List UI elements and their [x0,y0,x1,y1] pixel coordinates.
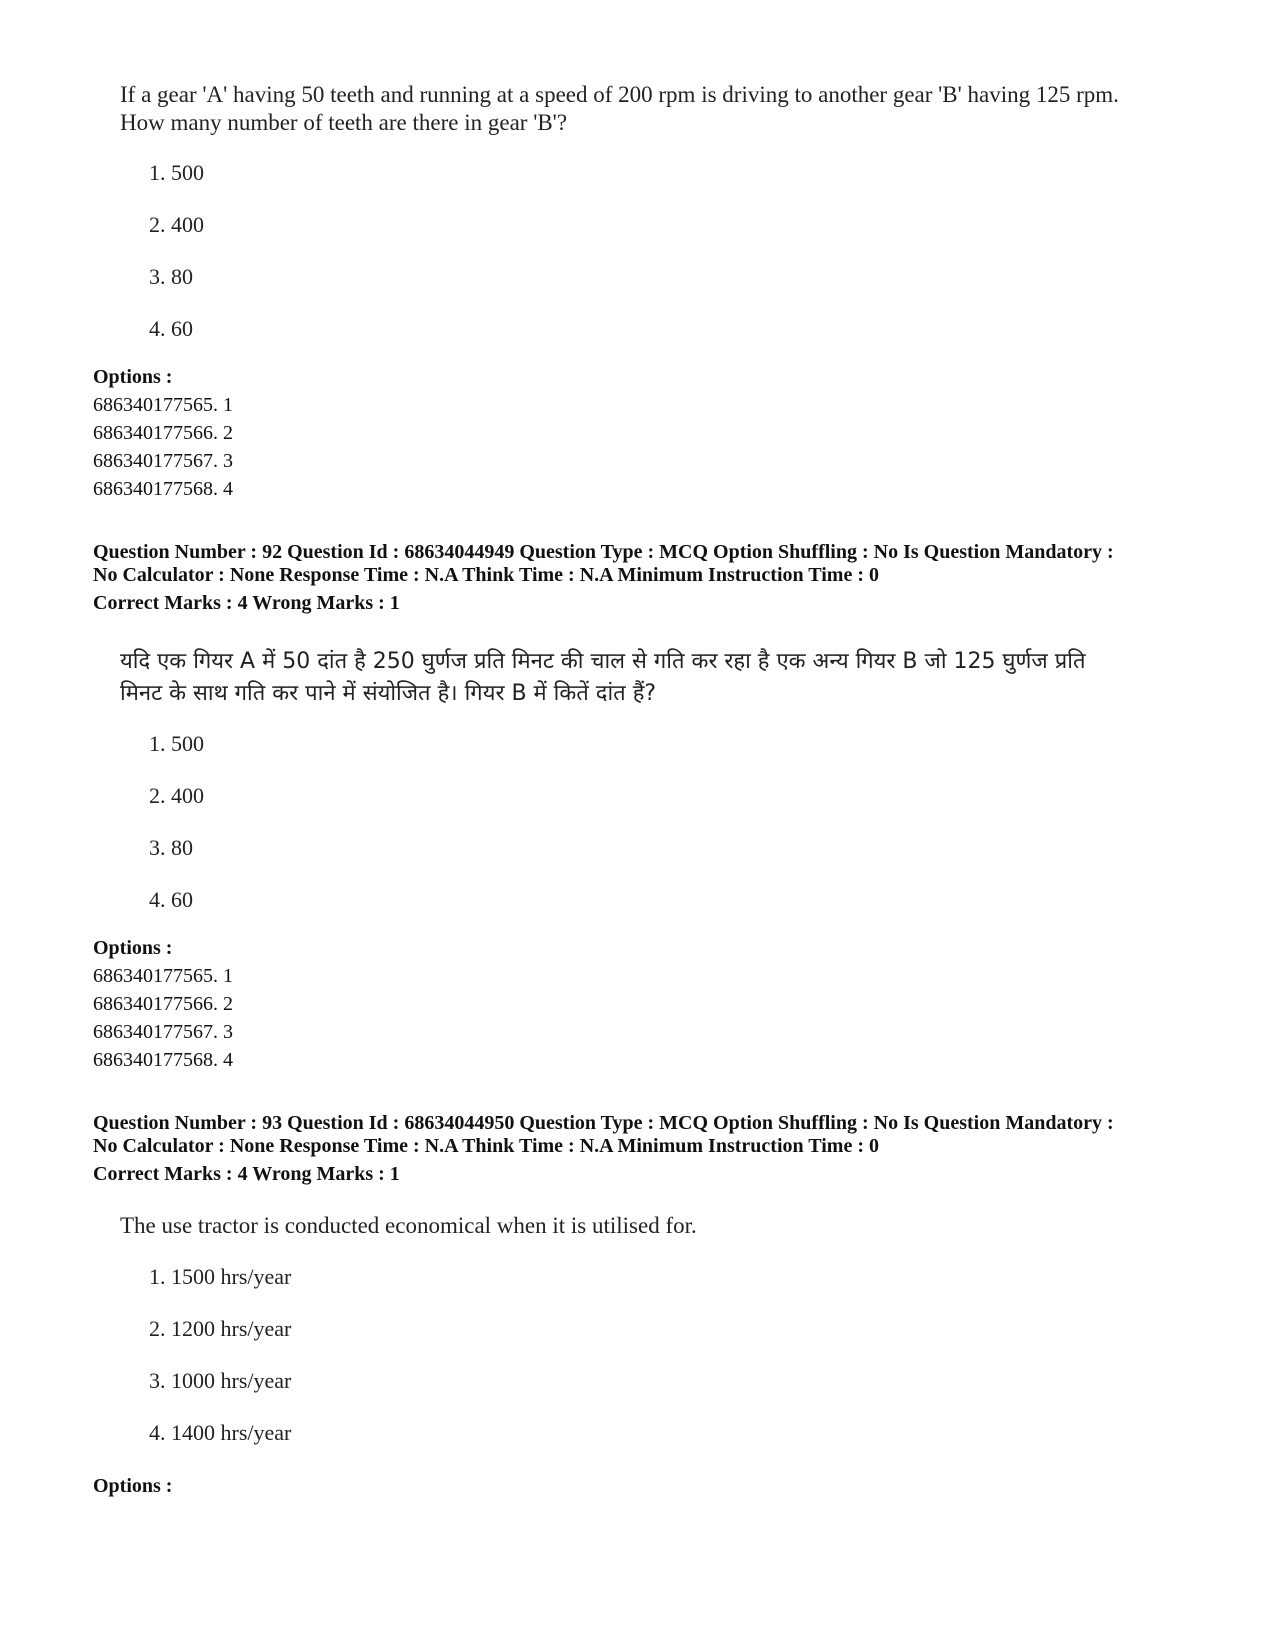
answer-choice: 3. 80 [149,264,193,289]
answer-choice: 2. 400 [149,212,204,237]
answer-choice: 4. 1400 hrs/year [149,1420,292,1445]
answer-choice: 3. 80 [149,835,193,860]
answer-choice: 2. 1200 hrs/year [149,1316,292,1341]
question-marks-line: Correct Marks : 4 Wrong Marks : 1 [93,592,400,614]
question-text-line: The use tractor is conducted economical when it is utilised for. [120,1213,697,1238]
options-label: Options : [93,1475,173,1497]
options-label: Options : [93,366,173,388]
option-id-row: 686340177566. 2 [93,993,233,1015]
question-meta-line: No Calculator : None Response Time : N.A Think Time : N.A Minimum Instruction Time : 0 [93,1135,879,1157]
option-id-row: 686340177568. 4 [93,1049,233,1071]
question-text-line: मिनट के साथ गति कर पाने में संयोजित है। गियर B में कितें दांत हैं? [120,681,657,706]
answer-choice: 1. 1500 hrs/year [149,1264,292,1289]
question-meta-line: Question Number : 92 Question Id : 68634044949 Question Type : MCQ Option Shuffling : No Is Question Mandatory : [93,541,1114,563]
answer-choice: 1. 500 [149,731,204,756]
answer-choice: 2. 400 [149,783,204,808]
question-text-line: If a gear 'A' having 50 teeth and running at a speed of 200 rpm is driving to another gear 'B' having 125 rpm. [120,82,1119,107]
option-id-row: 686340177565. 1 [93,394,233,416]
answer-choice: 4. 60 [149,887,193,912]
question-meta-line: Question Number : 93 Question Id : 68634044950 Question Type : MCQ Option Shuffling : No Is Question Mandatory : [93,1112,1114,1134]
option-id-row: 686340177565. 1 [93,965,233,987]
option-id-row: 686340177567. 3 [93,450,233,472]
question-text-line: How many number of teeth are there in gear 'B'? [120,110,568,135]
option-id-row: 686340177567. 3 [93,1021,233,1043]
option-id-row: 686340177568. 4 [93,478,233,500]
answer-choice: 3. 1000 hrs/year [149,1368,292,1393]
question-text-line: यदि एक गियर A में 50 दांत है 250 घुर्णज प्रति मिनट की चाल से गति कर रहा है एक अन्य गियर B जो 125 घुर्णज प्रति [120,649,1086,674]
options-label: Options : [93,937,173,959]
question-meta-line: No Calculator : None Response Time : N.A Think Time : N.A Minimum Instruction Time : 0 [93,564,879,586]
answer-choice: 4. 60 [149,316,193,341]
answer-choice: 1. 500 [149,160,204,185]
question-marks-line: Correct Marks : 4 Wrong Marks : 1 [93,1163,400,1185]
option-id-row: 686340177566. 2 [93,422,233,444]
